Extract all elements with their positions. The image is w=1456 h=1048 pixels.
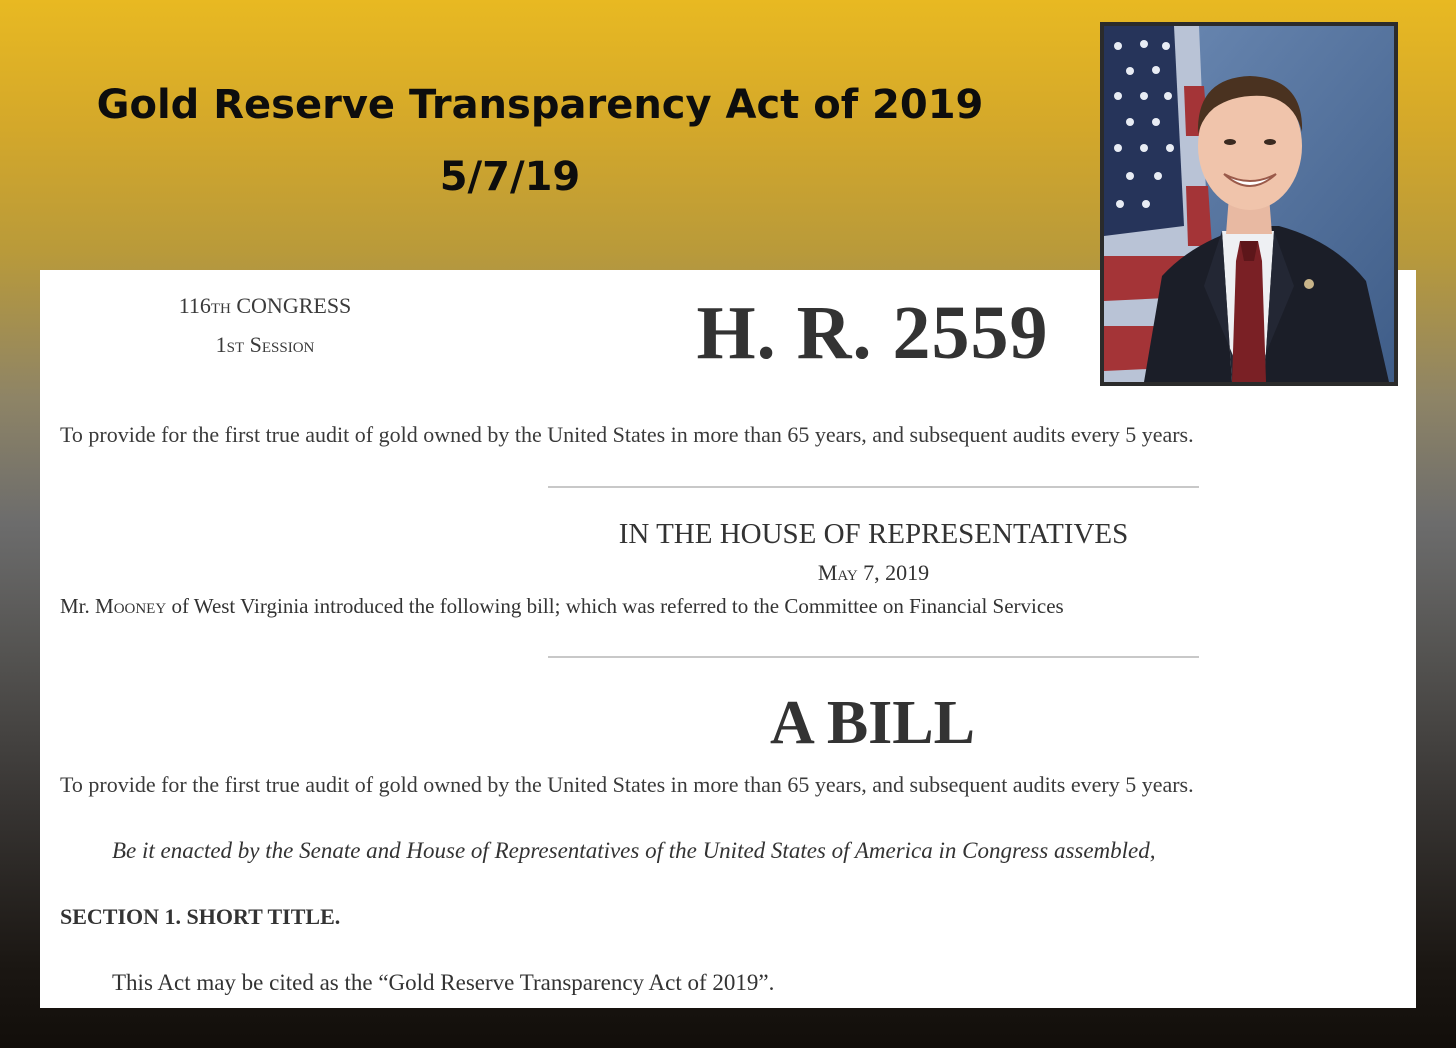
short-title-text: This Act may be cited as the “Gold Reserve Transparency Act of 2019”. [112,970,775,995]
enacting-clause: Be it enacted by the Senate and House of Representatives of the United States of America in Congress assembled, [112,838,1156,863]
chamber-heading: IN THE HOUSE OF REPRESENTATIVES [618,518,1129,550]
congress-number: 116 [178,293,211,318]
congress-label: CONGRESS [230,293,352,318]
sponsor-prefix: Mr. [60,594,96,618]
bill-number: H. R. 2559 [696,291,1049,375]
sponsor-name: Mooney [95,594,167,618]
banner-title: Gold Reserve Transparency Act of 2019 [96,82,984,128]
banner-date: 5/7/19 [439,154,581,200]
divider-bottom [548,656,1199,658]
bill-heading: A BILL [769,689,976,757]
congress-line [160,288,370,327]
session-label: Session [244,332,315,357]
introduced-date: May 7, 2019 [817,560,930,585]
session-number: 1 [215,332,227,357]
congressman-portrait-icon [1104,26,1394,382]
introduction-statement [60,594,1260,619]
bill-purpose-body: To provide for the first true audit of gold owned by the United States in more than 65 years, and subsequent audits every 5 years. [60,772,1194,797]
bill-purpose-top: To provide for the first true audit of gold owned by the United States in more than 65 years, and subsequent audits every 5 years. [60,422,1194,447]
session-suffix: ST [226,340,245,356]
portrait-frame [1100,22,1398,386]
congress-session-block [160,288,370,366]
section-title: SECTION 1. SHORT TITLE. [60,904,341,929]
introduction-text: of West Virginia introduced the following bill; which was referred to the Committee on Financial Services [166,594,1064,618]
session-line [160,327,370,366]
divider-top [548,486,1199,488]
congress-suffix: TH [210,301,231,317]
